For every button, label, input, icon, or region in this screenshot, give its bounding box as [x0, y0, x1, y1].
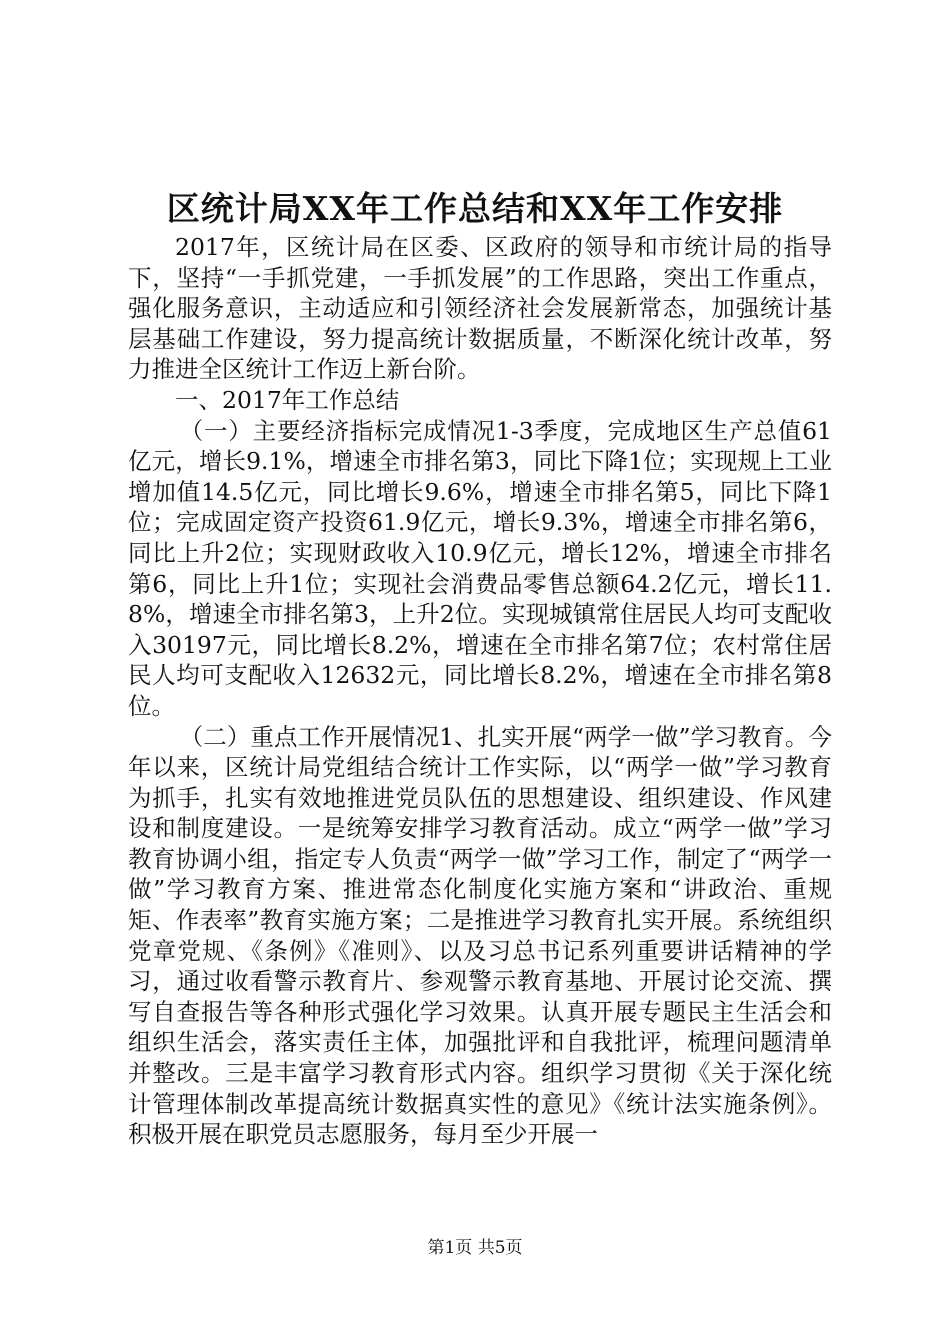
economic-indicators-paragraph: （一）主要经济指标完成情况1-3季度，完成地区生产总值61亿元，增长9.1%，增速全市排名第3，同比下降1位；实现规上工业增加值14.5亿元，同比增长9.6%，增速全市排名第5，同比下降1位；完成固定资产投资61.9亿元，增长9.3%，增速全市排名第6，同比上升2位；实现财政收入10.9亿元，增长12%，增速全市排名第6，同比上升1位；实现社会消费品零售总额64.2亿元，增长11.8%，增速全市排名第3，上升2位。实现城镇常住居民人均可支配收入30197元，同比增长8.2%，增速在全市排名第7位；农村常住居民人均可支配收入12632元，同比增长8.2%，增速在全市排名第8位。 — [128, 416, 832, 720]
document-title: 区统计局XX年工作总结和XX年工作安排 — [166, 189, 784, 228]
document-body — [128, 232, 832, 1150]
intro-paragraph: 2017年，区统计局在区委、区政府的领导和市统计局的指导下，坚持“一手抓党建，一手抓发展”的工作思路，突出工作重点，强化服务意识，主动适应和引领经济社会发展新常态，加强统计基层基础工作建设，努力提高统计数据质量，不断深化统计改革，努力推进全区统计工作迈上新台阶。 — [128, 233, 832, 384]
section-heading: 一、2017年工作总结 — [175, 385, 400, 414]
key-work-paragraph: （二）重点工作开展情况1、扎实开展“两学一做”学习教育。今年以来，区统计局党组结合统计工作实际，以“两学一做”学习教育为抓手，扎实有效地推进党员队伍的思想建设、组织建设、作风建设和制度建设。一是统筹安排学习教育活动。成立“两学一做”学习教育协调小组，指定专人负责“两学一做”学习工作，制定了“两学一做”学习教育方案、推进常态化制度化实施方案和“讲政治、重规矩、作表率”教育实施方案；二是推进学习教育扎实开展。系统组织党章党规、《条例》《准则》、以及习总书记系列重要讲话精神的学习，通过收看警示教育片、参观警示教育基地、开展讨论交流、撰写自查报告等各种形式强化学习效果。认真开展专题民主生活会和组织生活会，落实责任主体，加强批评和自我批评，梳理问题清单并整改。三是丰富学习教育形式内容。组织学习贯彻《关于深化统计管理体制改革提高统计数据真实性的意见》《统计法实施条例》。积极开展在职党员志愿服务，每月至少开展一 — [128, 722, 832, 1149]
page-footer: 第1页 共5页 — [427, 1238, 523, 1258]
